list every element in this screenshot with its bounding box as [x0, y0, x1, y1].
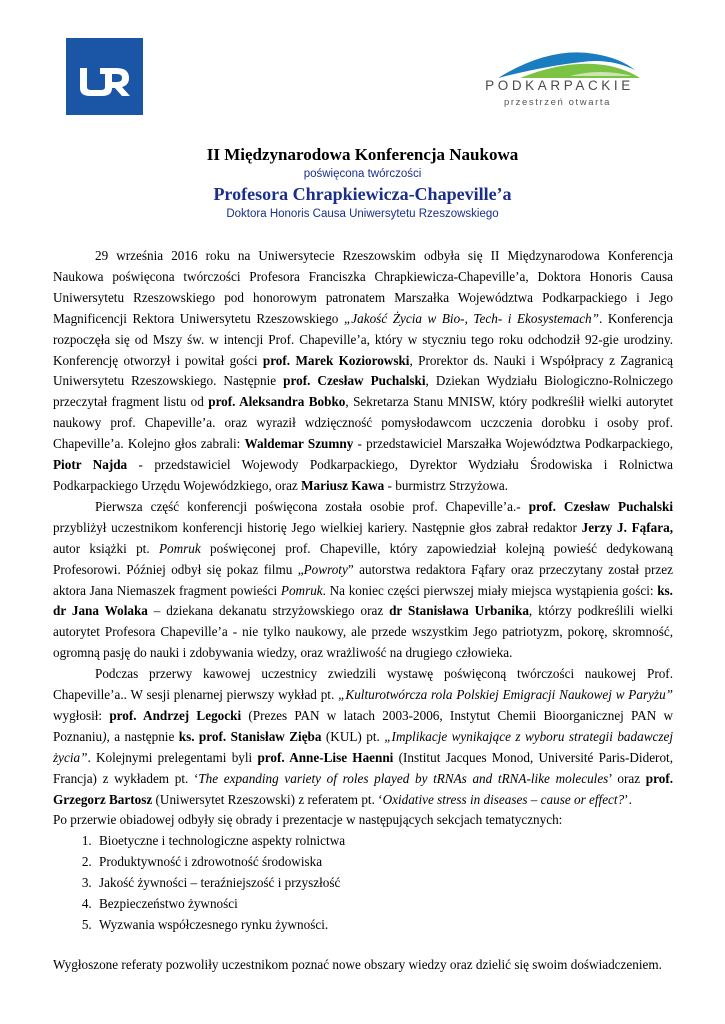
- mountain-swoosh-icon: [460, 44, 655, 80]
- list-item: 5. Wyzwania współczesnego rynku żywności.: [95, 915, 673, 936]
- paragraph-3: Podczas przerwy kawowej uczestnicy zwiedzili wystawę poświęconą twórczości naukowej Prof. Chapeville’a.. W sesji plenarnej pierwszy wykład pt. „Kulturotwórcza rola Polskiej Emigracji Naukowej w Paryżu” wygłosił: prof. Andrzej Legocki (Prezes PAN w latach 2003-2006, Instytut Chemii Bioorganicznej PAN w Poznaniu), a następnie ks. prof. Stanisław Zięba (KUL) pt. „Implikacje wynikające z wyboru strategii badawczej życia”. Kolejnymi prelegentami byli prof. Anne-Lise Haenni (Institut Jacques Monod, Université Paris-Diderot, Francja) z wykładem pt. ‘The expanding variety of roles played by tRNAs and tRNA-like molecules’ oraz prof. Grzegorz Bartosz (Uniwersytet Rzeszowski) z referatem pt. ‘Oxidative stress in diseases – cause or effect?’.: [53, 666, 674, 807]
- conference-subtitle: poświęcona twórczości: [303, 168, 422, 180]
- list-item: 3. Jakość żywności – teraźniejszość i przyszłość: [95, 873, 673, 894]
- list-item: 2. Produktywność i zdrowotność środowiska: [95, 852, 673, 873]
- ur-logo-icon: [66, 38, 143, 115]
- sections-list: [53, 831, 673, 936]
- paragraph-2: Pierwsza część konferencji poświęcona została osobie prof. Chapeville’a.- prof. Czesław Puchalski przybliżył uczestnikom konferencji historię Jego wielkiej kariery. Następnie głos zabrał redaktor Jerzy J. Fąfara, autor książki pt. Pomruk poświęconej prof. Chapeville, który zapowiedział kolejną powieść dedykowaną Profesorowi. Później odbył się pokaz filmu „Powroty” autorstwa redaktora Fąfary oraz przeczytany został przez aktora Jana Niemaszek fragment powieści Pomruk. Na koniec części pierwszej miały miejsca wystąpienia gości: ks. dr Jana Wolaka – dziekana dekanatu strzyżowskiego oraz dr Stanisława Urbanika, którzy podkreślili wielki autorytet Profesora Chapeville’a - nie tylko naukowy, ale przede wszystkim Jego patriotyzm, pokorę, skromność, ogromną pasję do nauki i zdobywania wiedzy, oraz wrażliwość na drugiego człowieka.: [53, 498, 673, 661]
- sections-intro: Po przerwie obiadowej odbyły się obrady i prezentacje w następujących sekcjach tematycznych:: [53, 812, 563, 828]
- document-header: [0, 144, 725, 223]
- svg-text:UR: UR: [66, 38, 68, 39]
- podkarpackie-logo: [460, 44, 655, 114]
- university-logo: [66, 38, 143, 115]
- logo-tagline: przestrzeń otwarta: [504, 97, 611, 108]
- conference-title: II Międzynarodowa Konferencja Naukowa: [206, 145, 519, 164]
- honoris-causa-line: Doktora Honoris Causa Uniwersytetu Rzeszowskiego: [226, 208, 499, 220]
- paragraph-1: 29 września 2016 roku na Uniwersytecie Rzeszowskim odbyła się II Międzynarodowa Konferencja Naukowa poświęcona twórczości Profesora Franciszka Chrapkiewicza-Chapeville’a, Doktora Honoris Causa Uniwersytetu Rzeszowskiego pod honorowym patronatem Marszałka Województwa Podkarpackiego i Jego Magnificencji Rektora Uniwersytetu Rzeszowskiego „Jakość Życia w Bio-, Tech- i Ekosystemach”. Konferencja rozpoczęła się od Mszy św. w intencji Prof. Chapeville’a, który w styczniu tego roku odchodził 92-gie urodziny. Konferencję otworzył i powitał gości prof. Marek Koziorowski, Prorektor ds. Nauki i Współpracy z Zagranicą Uniwersytetu Rzeszowskiego. Następnie prof. Czesław Puchalski, Dziekan Wydziału Biologiczno-Rolniczego przeczytał fragment listu od prof. Aleksandra Bobko, Sekretarza Stanu MNISW, który podkreślił wielki autorytet naukowy prof. Chapeville’a. oraz wyraził wdzięczność pomysłodawcom uczczenia dorobku i osoby prof. Chapeville’a. Kolejno głos zabrali: Waldemar Szumny - przedstawiciel Marszałka Województwa Podkarpackiego, Piotr Najda - przedstawiciel Wojewody Podkarpackiego, Dyrektor Wydziału Środowiska i Rolnictwa Podkarpackiego Urzędu Wojewódzkiego, oraz Mariusz Kawa - burmistrz Strzyżowa.: [53, 248, 673, 493]
- list-item: 4. Bezpieczeństwo żywności: [95, 894, 673, 915]
- list-item: 1. Bioetyczne i technologiczne aspekty rolnictwa: [95, 831, 673, 852]
- logo-name: PODKARPACKIE: [485, 78, 634, 93]
- closing-paragraph: Wygłoszone referaty pozwoliły uczestnikom poznać nowe obszary wiedzy oraz dzielić się swoim doświadczeniem.: [53, 956, 662, 972]
- professor-name: Profesora Chrapkiewicza-Chapeville’a: [213, 184, 512, 204]
- article-body: [53, 246, 673, 976]
